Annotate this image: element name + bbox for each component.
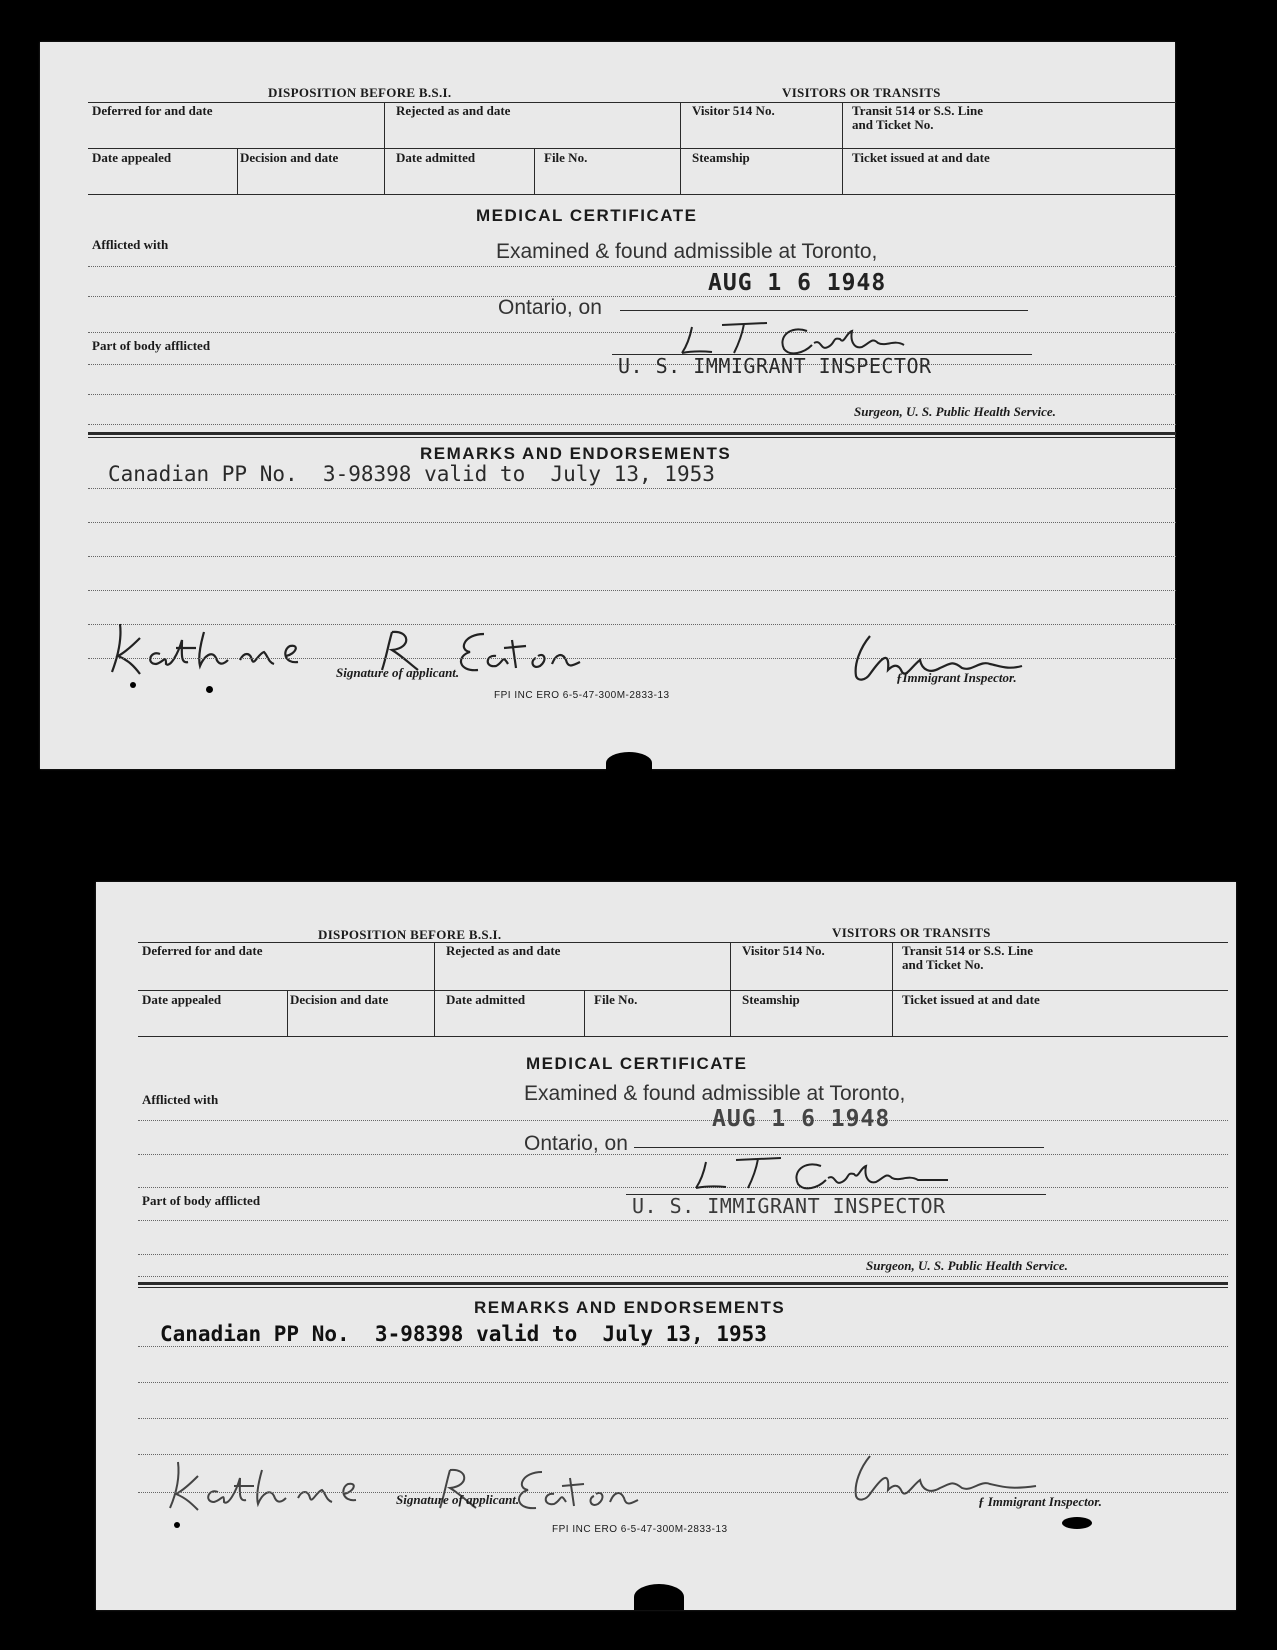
stamp-line [620, 310, 1028, 311]
deferred-label: Deferred for and date [142, 943, 263, 958]
inspector-stamp-signature [686, 1152, 976, 1196]
writing-line [138, 1454, 1228, 1455]
decision-label: Decision and date [290, 992, 389, 1007]
remarks-title: REMARKS AND ENDORSEMENTS [420, 444, 732, 463]
stamp-date: AUG 1 6 1948 [712, 1106, 891, 1132]
signature-applicant-label: Signature of applicant. [396, 1492, 520, 1507]
disposition-header: DISPOSITION BEFORE B.S.I. [268, 85, 452, 100]
decision-label: Decision and date [240, 150, 339, 165]
section-rule-thick [88, 432, 1176, 435]
medical-certificate-title: MEDICAL CERTIFICATE [476, 206, 698, 225]
part-of-body-label: Part of body afflicted [142, 1193, 261, 1208]
afflicted-label: Afflicted with [92, 237, 169, 252]
stamp-line [634, 1147, 1044, 1148]
surgeon-label: Surgeon, U. S. Public Health Service. [866, 1258, 1068, 1273]
medical-certificate-title: MEDICAL CERTIFICATE [526, 1054, 748, 1073]
stamp-date: AUG 1 6 1948 [708, 270, 887, 296]
writing-line [88, 266, 1176, 267]
writing-line [88, 488, 1176, 489]
writing-line [138, 1254, 1228, 1255]
visitor-label: Visitor 514 No. [742, 943, 825, 958]
steamship-label: Steamship [742, 992, 800, 1007]
writing-line [88, 332, 1176, 333]
file-no-label: File No. [544, 150, 588, 165]
stamp-inspector-text: U. S. IMMIGRANT INSPECTOR [632, 1194, 946, 1218]
ink-blot [634, 1584, 684, 1610]
column-divider [892, 942, 893, 1036]
visitors-header: VISITORS OR TRANSITS [832, 925, 991, 940]
surgeon-label: Surgeon, U. S. Public Health Service. [854, 404, 1056, 419]
stamp-examined-text: Examined & found admissible at Toronto, [496, 240, 878, 263]
writing-line [138, 1187, 1228, 1188]
column-divider [680, 102, 681, 194]
ink-speck [206, 686, 213, 693]
column-divider [434, 942, 435, 1036]
visitors-header: VISITORS OR TRANSITS [782, 85, 941, 100]
ticket-issued-label: Ticket issued at and date [902, 992, 1040, 1007]
form-footer: FPI INC ERO 6-5-47-300M-2833-13 [494, 690, 670, 701]
transit-label: Transit 514 or S.S. Line and Ticket No. [852, 103, 983, 132]
column-divider [384, 102, 385, 194]
disposition-header: DISPOSITION BEFORE B.S.I. [318, 927, 502, 942]
header-rule [88, 102, 1176, 103]
stamp-ontario-text: Ontario, on [498, 296, 602, 319]
section-rule [138, 1287, 1228, 1288]
column-divider [730, 942, 731, 1036]
writing-line [138, 1382, 1228, 1383]
writing-line [88, 394, 1176, 395]
visitor-label: Visitor 514 No. [692, 103, 775, 118]
form-footer: FPI INC ERO 6-5-47-300M-2833-13 [552, 1524, 728, 1535]
column-divider [287, 990, 288, 1036]
writing-line [88, 296, 1176, 297]
writing-line [138, 1154, 1228, 1155]
deferred-label: Deferred for and date [92, 103, 213, 118]
signature-applicant-label: Signature of applicant. [336, 665, 460, 680]
ink-blot [1062, 1517, 1092, 1529]
writing-line [138, 1220, 1228, 1221]
row-rule [138, 990, 1228, 991]
stamp-inspector-text: U. S. IMMIGRANT INSPECTOR [618, 354, 932, 378]
writing-line [138, 1346, 1228, 1347]
writing-line [88, 424, 1176, 425]
remarks-text: Canadian PP No. 3-98398 valid to July 13, 1953 [108, 462, 715, 486]
writing-line [88, 522, 1176, 523]
date-admitted-label: Date admitted [446, 992, 526, 1007]
immigration-card-1 [40, 42, 1175, 769]
row-rule [88, 148, 1176, 149]
rejected-label: Rejected as and date [446, 943, 561, 958]
immigrant-inspector-label: ƒ Immigrant Inspector. [978, 1494, 1102, 1509]
ink-speck [174, 1522, 180, 1528]
date-appealed-label: Date appealed [142, 992, 222, 1007]
stamp-ontario-text: Ontario, on [524, 1132, 628, 1155]
immigration-card-2 [96, 882, 1236, 1610]
writing-line [138, 1418, 1228, 1419]
column-divider [534, 148, 535, 194]
section-rule-thick [138, 1282, 1228, 1285]
writing-line [88, 556, 1176, 557]
rejected-label: Rejected as and date [396, 103, 511, 118]
date-appealed-label: Date appealed [92, 150, 172, 165]
transit-label: Transit 514 or S.S. Line and Ticket No. [902, 943, 1033, 972]
header-rule [138, 942, 1228, 943]
file-no-label: File No. [594, 992, 638, 1007]
writing-line [138, 1120, 1228, 1121]
remarks-title: REMARKS AND ENDORSEMENTS [474, 1298, 786, 1317]
remarks-text: Canadian PP No. 3-98398 valid to July 13, 1953 [160, 1322, 767, 1346]
section-rule [88, 437, 1176, 438]
writing-line [138, 1276, 1228, 1277]
writing-line [88, 590, 1176, 591]
section-rule [138, 1036, 1228, 1037]
part-of-body-label: Part of body afflicted [92, 338, 211, 353]
column-divider [584, 990, 585, 1036]
steamship-label: Steamship [692, 150, 750, 165]
column-divider [237, 148, 238, 194]
writing-line [138, 1492, 1228, 1493]
immigrant-inspector-label: ƒImmigrant Inspector. [896, 670, 1017, 685]
ink-speck [130, 682, 136, 688]
ticket-issued-label: Ticket issued at and date [852, 150, 990, 165]
stamp-examined-text: Examined & found admissible at Toronto, [524, 1082, 906, 1105]
date-admitted-label: Date admitted [396, 150, 476, 165]
section-rule [88, 194, 1176, 195]
ink-blot [606, 752, 652, 774]
column-divider [842, 102, 843, 194]
afflicted-label: Afflicted with [142, 1092, 219, 1107]
